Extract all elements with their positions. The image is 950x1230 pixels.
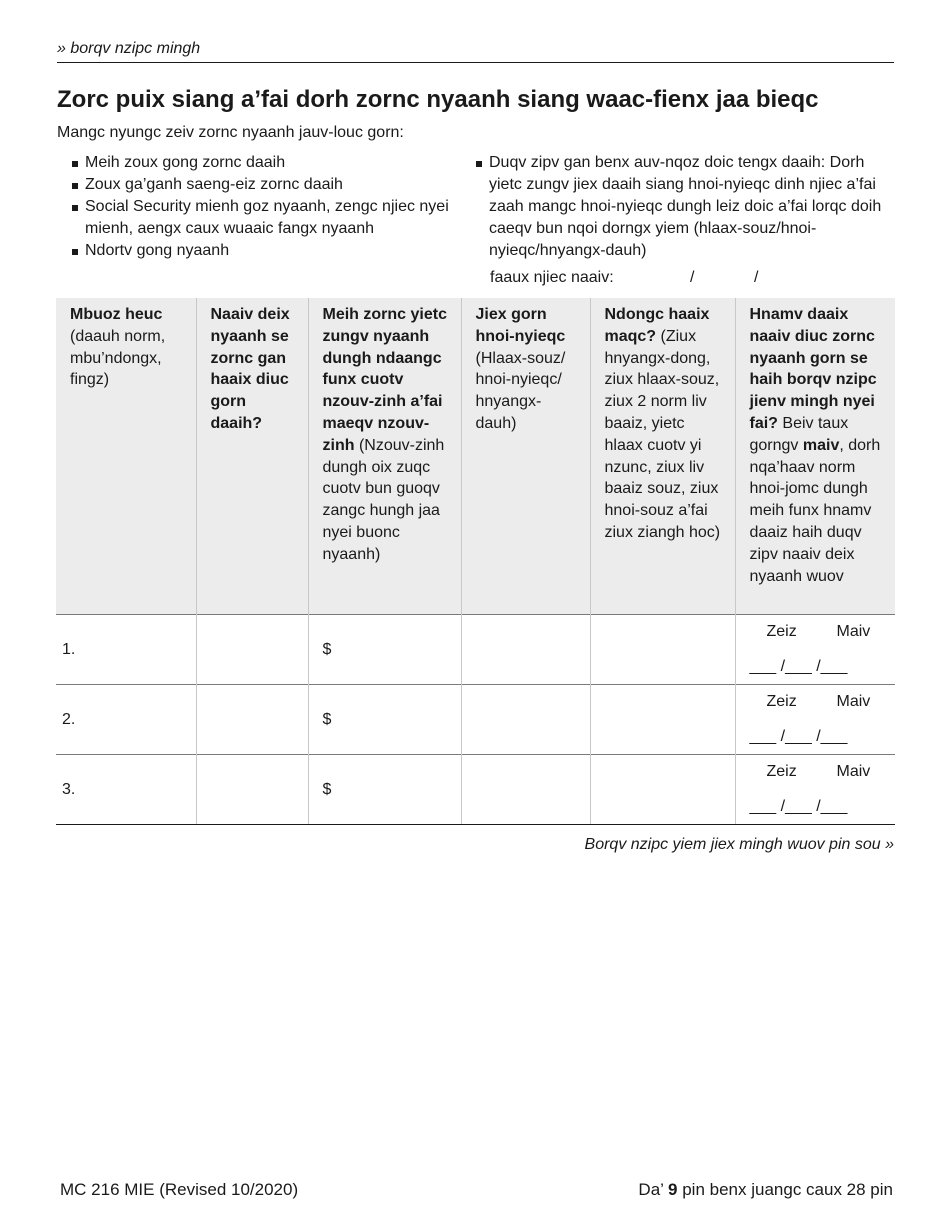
no-option[interactable]: Maiv xyxy=(836,693,871,710)
list-item: Zoux ga’ganh saeng-eiz zornc daaih xyxy=(72,174,452,196)
frequency-cell[interactable] xyxy=(590,755,735,825)
amount-cell[interactable]: $ xyxy=(308,755,461,825)
row-number-cell[interactable]: 1. xyxy=(56,615,196,685)
date-field-label: faaux njiec naaiv: xyxy=(490,269,614,286)
start-date-cell[interactable] xyxy=(461,755,590,825)
table-row xyxy=(56,685,895,755)
continuing-cell xyxy=(735,685,895,755)
source-cell[interactable] xyxy=(196,755,308,825)
amount-cell[interactable]: $ xyxy=(308,685,461,755)
list-item: Meih zoux gong zornc daaih xyxy=(72,152,452,174)
start-date-cell[interactable] xyxy=(461,685,590,755)
yes-option[interactable]: Zeiz xyxy=(766,763,797,780)
end-date-blank[interactable]: ___ /___ /___ xyxy=(749,798,848,815)
continuing-cell xyxy=(735,615,895,685)
form-id: MC 216 MIE (Revised 10/2020) xyxy=(60,1180,299,1199)
date-field[interactable] xyxy=(490,269,759,287)
table-header-row xyxy=(56,298,895,615)
no-option[interactable]: Maiv xyxy=(836,763,871,780)
column-header-start-date: Jiex gorn hnoi-nyieqc (Hlaax-souz/ hnoi-nyieqc/ hnyangx-dauh) xyxy=(461,298,590,615)
row-number-cell[interactable]: 3. xyxy=(56,755,196,825)
page-number: Da’ 9 pin benx juangc caux 28 pin xyxy=(638,1180,893,1199)
column-header-gross-amount: Meih zornc yietc zungv nyaanh dungh ndaangc funx cuotv nzouv-zinh a’fai maeqv nzouv-zinh (Nzouv-zinh dungh oix zuqc cuotv bun guoqv zangc hungh jaa nyei buonc nyaanh) xyxy=(308,298,461,615)
frequency-cell[interactable] xyxy=(590,685,735,755)
source-cell[interactable] xyxy=(196,615,308,685)
column-header-name: Mbuoz heuc (daauh norm, mbu’ndongx, fingz) xyxy=(56,298,196,615)
frequency-cell[interactable] xyxy=(590,615,735,685)
table-row xyxy=(56,755,895,825)
column-header-continuing: Hnamv daaix naaiv diuc zornc nyaanh gorn se haih borqv nzipc jienv mingh nyei fai? Beiv taux gorngv maiv, dorh nqa’haav norm hnoi-jomc dungh meih funx hnamv daaiz haih duqv zipv naaiv deix nyaanh wuov xyxy=(735,298,895,615)
continue-from-previous-link[interactable]: » borqv nzipc mingh xyxy=(57,40,894,63)
list-item: Social Security mienh goz nyaanh, zengc njiec nyei mienh, aengx caux wuaaic fangx nyaanh xyxy=(72,196,452,240)
start-date-cell[interactable] xyxy=(461,615,590,685)
amount-cell[interactable]: $ xyxy=(308,615,461,685)
date-separator: / xyxy=(690,269,695,286)
date-separator: / xyxy=(754,269,759,286)
end-date-blank[interactable]: ___ /___ /___ xyxy=(749,728,848,745)
no-option[interactable]: Maiv xyxy=(836,623,871,640)
end-date-blank[interactable]: ___ /___ /___ xyxy=(749,658,848,675)
page-title: Zorc puix siang a’fai dorh zornc nyaanh siang waac-fienx jaa bieqc xyxy=(57,86,819,113)
list-item: Ndortv gong nyaanh xyxy=(72,240,452,262)
income-source-list-left xyxy=(72,152,452,262)
column-header-source: Naaiv deix nyaanh se zornc gan haaix diuc gorn daaih? xyxy=(196,298,308,615)
list-item: Duqv zipv gan benx auv-nqoz doic tengx daaih: Dorh yietc zungv jiex daaih siang hnoi-nyieqc dinh njiec a’fai zaah mangc hnoi-nyieqc dungh leiz doic a’fai lorqc doih caeqv bun nqoi dorngx yiem (hlaax-souz/hnoi-nyieqc/hnyangx-dauh) xyxy=(476,152,894,262)
continuing-cell xyxy=(735,755,895,825)
income-source-list-right xyxy=(476,152,894,262)
source-cell[interactable] xyxy=(196,685,308,755)
yes-option[interactable]: Zeiz xyxy=(766,623,797,640)
yes-option[interactable]: Zeiz xyxy=(766,693,797,710)
column-header-frequency: Ndongc haaix maqc? (Ziux hnyangx-dong, ziux hlaax-souz, ziux 2 norm liv baaiz, yietc hlaax cuotv yi nzunc, ziux liv baaiz souz, ziux hnoi-souz a’fai ziux ziangh hoc) xyxy=(590,298,735,615)
continue-next-page-link[interactable]: Borqv nzipc yiem jiex mingh wuov pin sou » xyxy=(584,836,894,853)
row-number-cell[interactable]: 2. xyxy=(56,685,196,755)
income-table xyxy=(56,298,895,825)
table-row xyxy=(56,615,895,685)
intro-text: Mangc nyungc zeiv zornc nyaanh jauv-louc gorn: xyxy=(57,124,404,141)
